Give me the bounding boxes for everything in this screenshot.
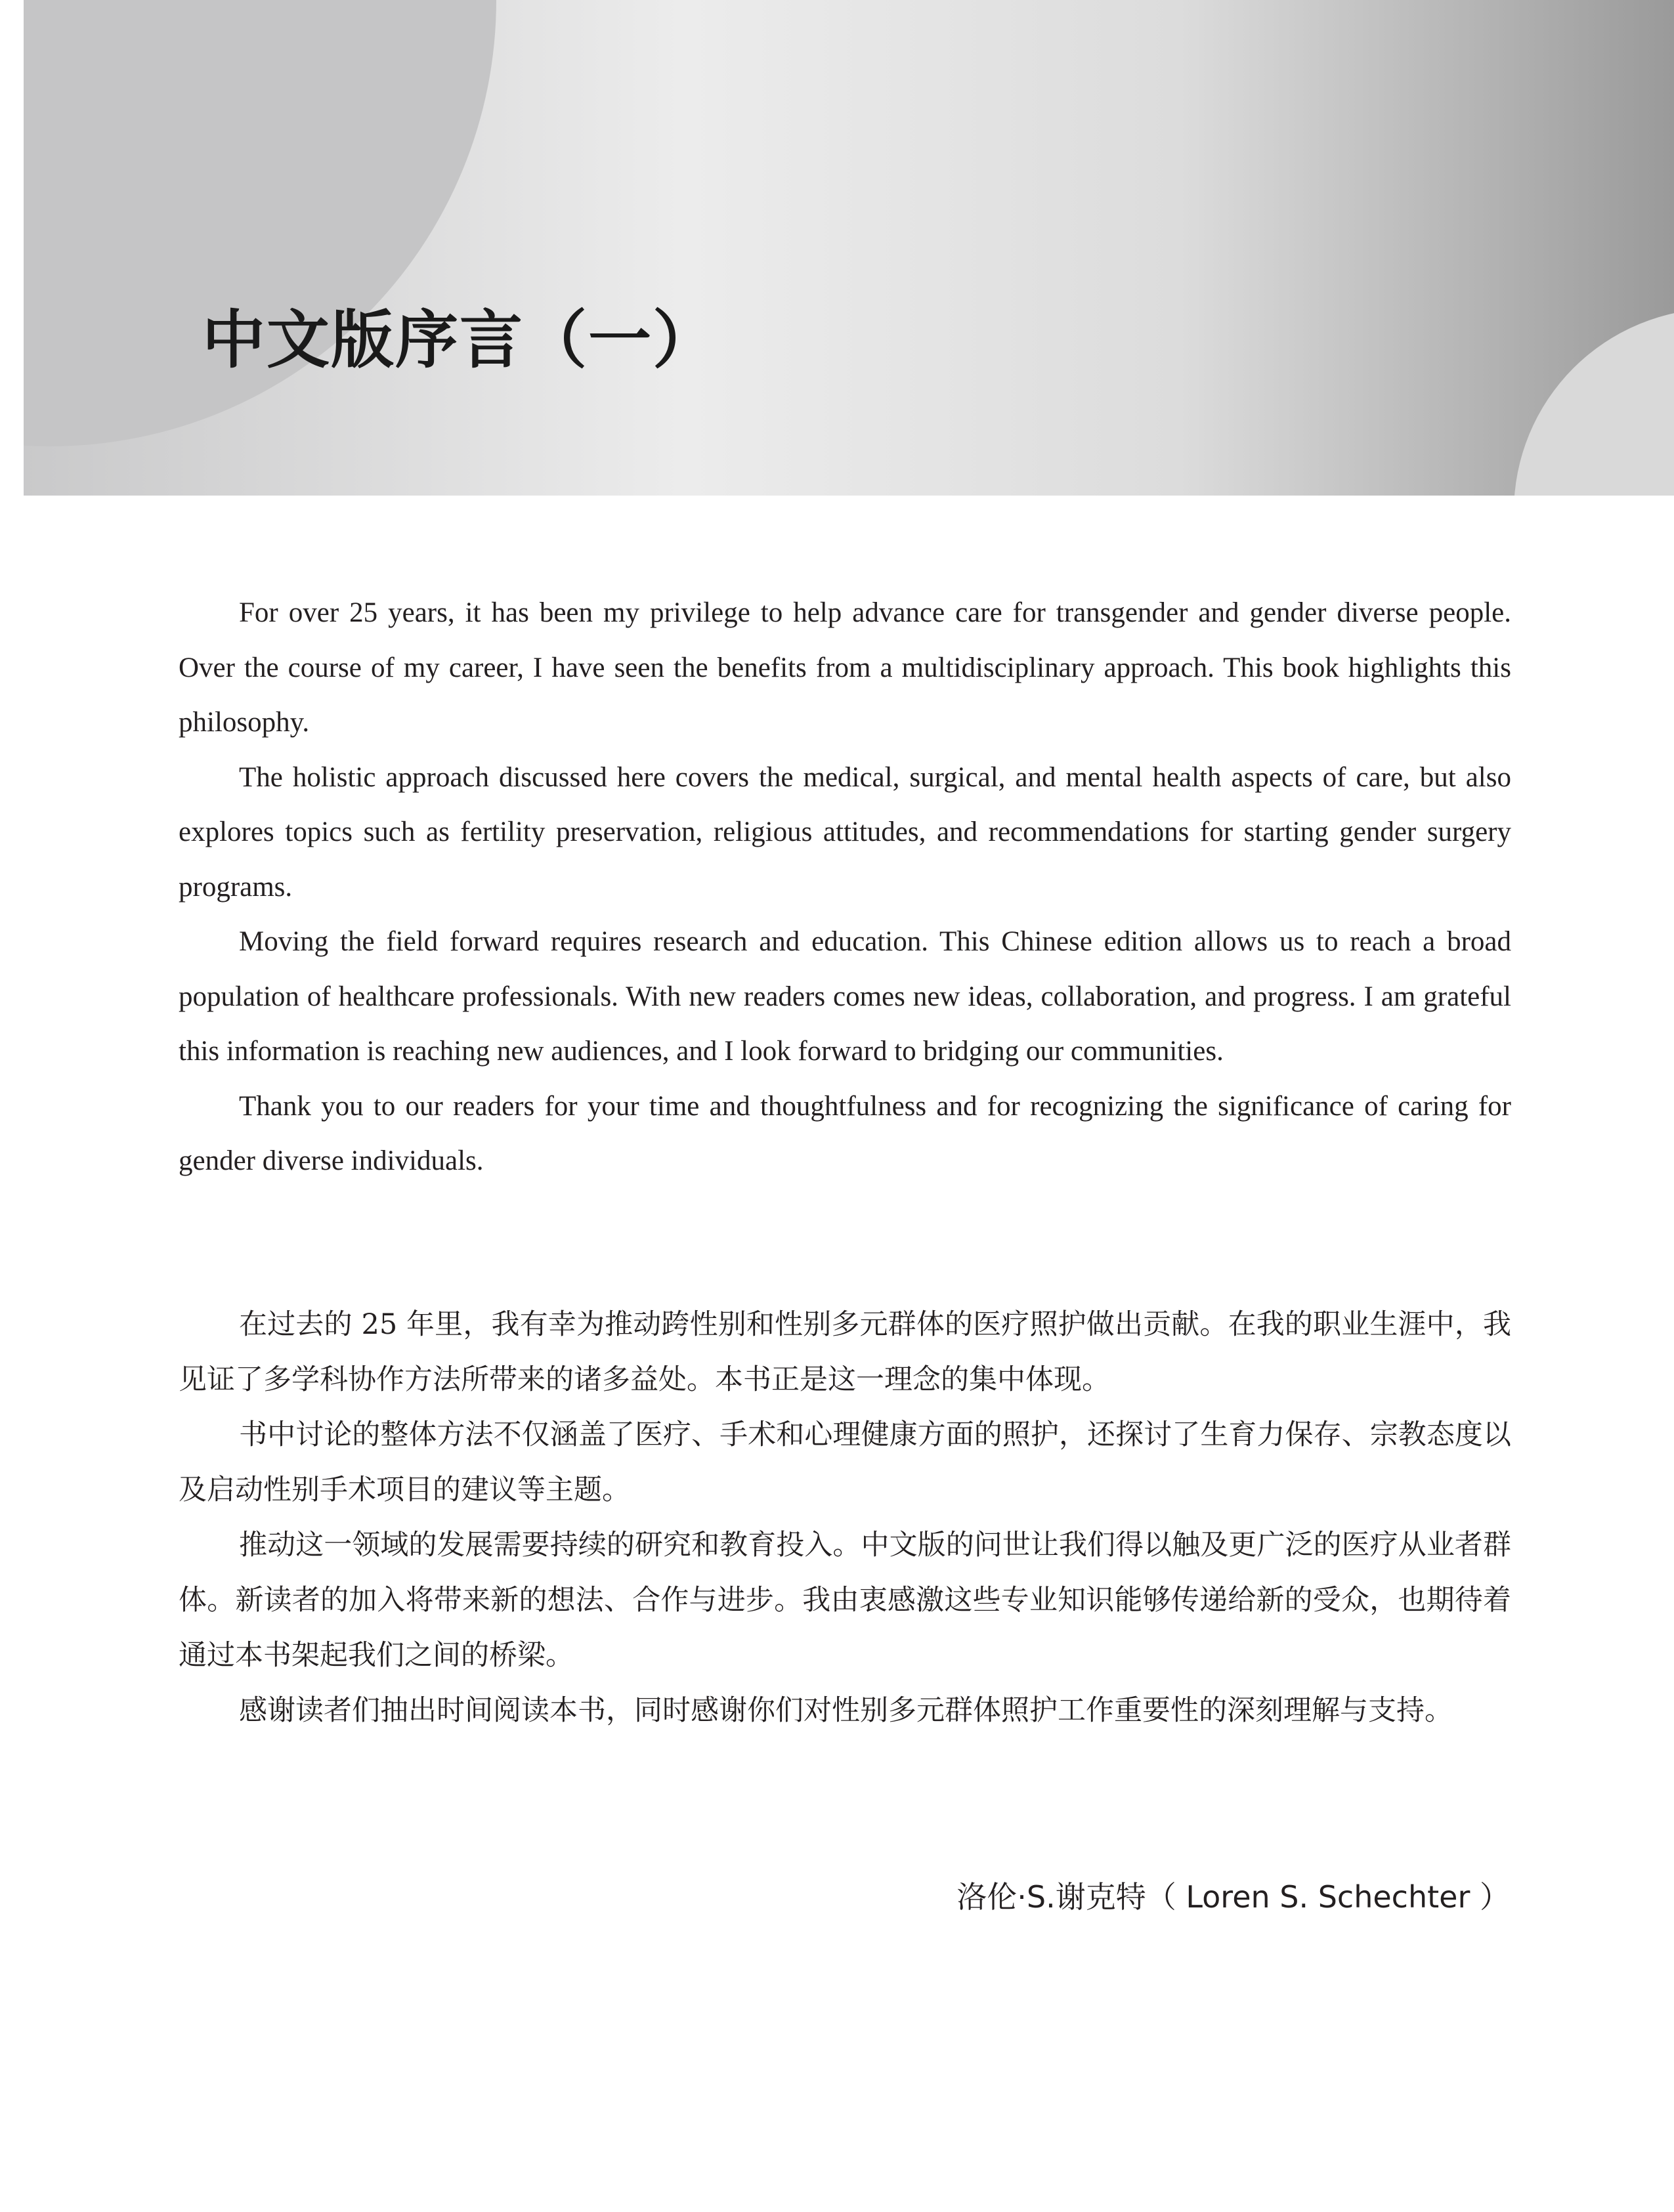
decorative-circle-right	[1514, 308, 1674, 496]
author-signature: 洛伦·S.谢克特（ Loren S. Schechter ）	[956, 1879, 1510, 1915]
chinese-paragraph: 书中讨论的整体方法不仅涵盖了医疗、手术和心理健康方面的照护，还探讨了生育力保存、宗教态度以及启动性别手术项目的建议等主题。	[179, 1418, 1511, 1506]
chinese-paragraph: 在过去的 25 年里，我有幸为推动跨性别和性别多元群体的医疗照护做出贡献。在我的职业生涯中，我见证了多学科协作方法所带来的诸多益处。本书正是这一理念的集中体现。	[179, 1308, 1511, 1396]
decorative-circle-left	[24, 0, 496, 446]
english-paragraph: The holistic approach discussed here covers the medical, surgical, and mental health aspects of care, but also explores topics such as fertility preservation, religious attitudes, and recommendations for starting gender surgery programs.	[179, 761, 1511, 903]
chinese-paragraph: 感谢读者们抽出时间阅读本书，同时感谢你们对性别多元群体照护工作重要性的深刻理解与支持。	[239, 1694, 1453, 1727]
page-title: 中文版序言（一）	[202, 303, 717, 377]
english-paragraph: For over 25 years, it has been my privilege to help advance care for transgender and gender diverse people. Over the course of my career, I have seen the benefits from a multidisciplinary approach. This book highlights this philosophy.	[179, 597, 1511, 738]
english-paragraph: Thank you to our readers for your time and thoughtfulness and for recognizing the significance of caring for gender diverse individuals.	[179, 1090, 1511, 1176]
chinese-preface	[179, 1297, 1511, 1738]
english-preface	[179, 585, 1511, 1189]
chinese-paragraph: 推动这一领域的发展需要持续的研究和教育投入。中文版的问世让我们得以触及更广泛的医疗从业者群体。新读者的加入将带来新的想法、合作与进步。我由衷感激这些专业知识能够传递给新的受众，也期待着通过本书架起我们之间的桥梁。	[179, 1529, 1511, 1672]
english-paragraph: Moving the field forward requires research and education. This Chinese edition allows us to reach a broad population of healthcare professionals. With new readers comes new ideas, collaboration, and progress. I am grateful this information is reaching new audiences, and I look forward to bridging our communities.	[179, 926, 1511, 1067]
header-band	[24, 0, 1674, 496]
